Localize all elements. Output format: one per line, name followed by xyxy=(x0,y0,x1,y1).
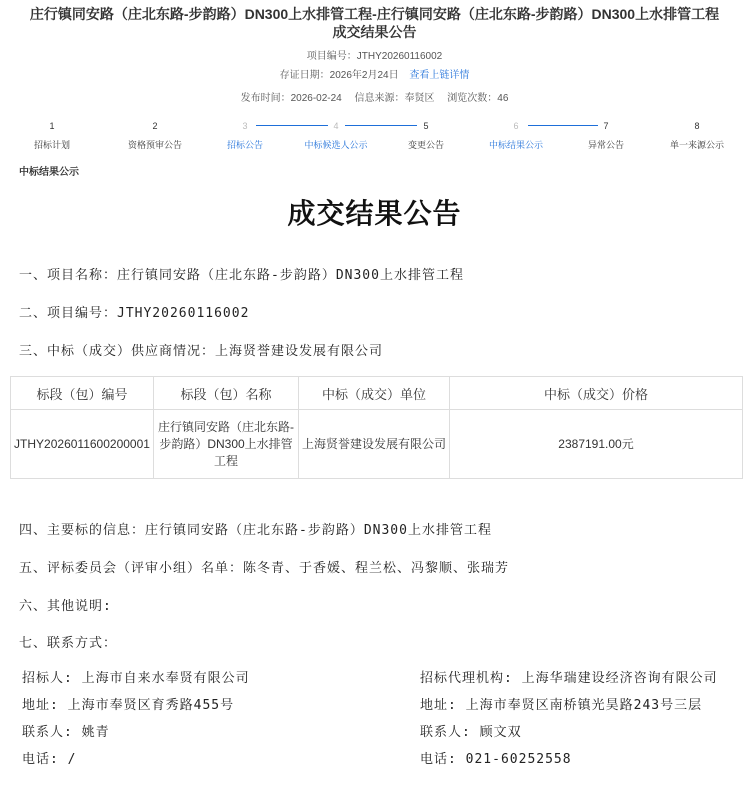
title-line2: 成交结果公告 xyxy=(332,24,417,40)
item-project-number: 二、项目编号：JTHY20260116002 xyxy=(19,306,250,321)
col-lot-name: 标段（包）名称 xyxy=(154,377,299,410)
contact-right xyxy=(420,670,742,768)
info-source: 信息来源：奉贤区 xyxy=(354,93,435,104)
project-number: 项目编号：JTHY20260116002 xyxy=(306,51,443,62)
agency-address: 地址: 上海市奉贤区南桥镇光昊路243号三层 xyxy=(420,698,703,713)
publish-time: 发布时间：2026-02-24 xyxy=(240,93,342,104)
tenderer-phone: 电话: / xyxy=(22,752,77,767)
col-price: 中标（成交）价格 xyxy=(450,377,743,410)
publish-info-row xyxy=(0,89,749,104)
table-header-row xyxy=(11,377,743,410)
step-change-notice[interactable]: 5 变更公告 xyxy=(407,121,444,150)
cert-date: 存证日期：2026年2月24日 xyxy=(279,70,399,81)
step-single-source-notice[interactable]: 8 单一来源公示 xyxy=(669,121,724,150)
col-lot-number: 标段（包）编号 xyxy=(11,377,154,410)
step-exception-notice[interactable]: 7 异常公告 xyxy=(587,121,624,150)
item-subject: 四、主要标的信息：庄行镇同安路（庄北东路-步韵路）DN300上水排管工程 xyxy=(19,523,492,538)
notice-title: 成交结果公告 xyxy=(287,198,462,229)
step-candidate-notice[interactable]: 4 中标候选人公示 xyxy=(304,121,368,150)
result-table xyxy=(10,376,743,479)
cert-row xyxy=(0,66,749,81)
item-project-name: 一、项目名称：庄行镇同安路（庄北东路-步韵路）DN300上水排管工程 xyxy=(19,268,464,283)
tenderer: 招标人: 上海市自来水奉贤有限公司 xyxy=(22,671,250,686)
tenderer-address: 地址: 上海市奉贤区育秀路455号 xyxy=(22,698,235,713)
view-count: 浏览次数：46 xyxy=(447,93,509,104)
process-steps xyxy=(0,120,749,156)
contact-left xyxy=(22,670,402,768)
agency-contact: 联系人: 顾文双 xyxy=(420,725,522,740)
announcement-title xyxy=(0,5,749,41)
agency-phone: 电话: 021-60252558 xyxy=(420,752,572,767)
table-row xyxy=(11,410,743,479)
cell-price: 2387191.00元 xyxy=(450,410,743,479)
section-label: 中标结果公示 xyxy=(19,167,79,178)
tenderer-contact: 联系人: 姚青 xyxy=(22,725,110,740)
cell-lot-number: JTHY2026011600200001 xyxy=(11,410,154,479)
agency: 招标代理机构: 上海华瑞建设经济咨询有限公司 xyxy=(420,671,718,686)
cell-lot-name: 庄行镇同安路（庄北东路-步韵路）DN300上水排管工程 xyxy=(154,410,299,479)
step-prequal-notice[interactable]: 2 资格预审公告 xyxy=(127,121,182,150)
view-chain-link[interactable]: 查看上链详情 xyxy=(409,70,470,81)
cell-winner: 上海贤誉建设发展有限公司 xyxy=(299,410,450,479)
step-result-notice[interactable]: 6 中标结果公示 xyxy=(488,121,543,150)
step-bid-plan[interactable]: 1 招标计划 xyxy=(33,121,70,150)
item-committee: 五、评标委员会（评审小组）名单：陈冬青、于香媛、程兰松、冯黎顺、张瑞芳 xyxy=(19,561,510,576)
col-winner: 中标（成交）单位 xyxy=(299,377,450,410)
item-other-notes: 六、其他说明: xyxy=(19,599,112,614)
step-tender-notice[interactable]: 3 招标公告 xyxy=(226,121,263,150)
item-contact-heading: 七、联系方式： xyxy=(19,636,118,651)
title-line1: 庄行镇同安路（庄北东路-步韵路）DN300上水排管工程-庄行镇同安路（庄北东路-步韵路）DN300上水排管工程 xyxy=(29,6,720,22)
item-supplier: 三、中标（成交）供应商情况：上海贤誉建设发展有限公司 xyxy=(19,344,384,359)
